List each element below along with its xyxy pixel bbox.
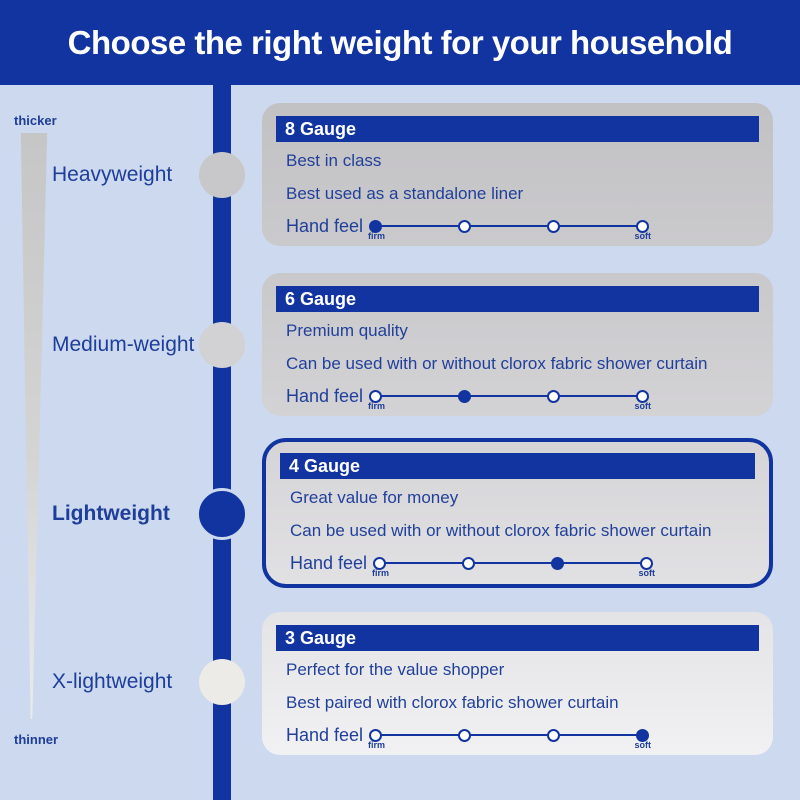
weight-label-medium-weight: Medium-weight: [52, 333, 195, 356]
hand-feel-label: Hand feel: [286, 215, 364, 236]
hand-feel-scale: [372, 551, 655, 578]
scale-firm-label: firm: [368, 231, 386, 241]
hand-feel-row: [286, 214, 758, 241]
gauge-card-3: [262, 612, 773, 755]
thickness-axis-top-label: thicker: [14, 113, 57, 128]
scale-line: [379, 562, 647, 564]
timeline-node-heavyweight: [199, 152, 245, 198]
timeline-node-x-lightweight: [199, 659, 245, 705]
page-title: Choose the right weight for your household: [67, 23, 733, 61]
scale-soft-label: soft: [634, 401, 651, 411]
gauge-card-line: Best used as a standalone liner: [286, 184, 524, 203]
hand-feel-row: [286, 384, 758, 411]
gauge-card-line: Great value for money: [290, 488, 459, 507]
timeline-node-lightweight: [196, 488, 248, 540]
gauge-card-line: Can be used with or without clorox fabric shower curtain: [286, 354, 708, 373]
gauge-card-8: [262, 103, 773, 246]
thickness-axis-bottom-label: thinner: [14, 732, 59, 747]
hand-feel-scale: [368, 723, 651, 750]
gauge-card-line: Best paired with clorox fabric shower curtain: [286, 693, 619, 712]
gauge-card-line: Perfect for the value shopper: [286, 660, 505, 679]
page-header: [0, 0, 800, 85]
gauge-card-line: Premium quality: [286, 321, 408, 340]
scale-line: [375, 395, 643, 397]
handfeel-dot: [547, 390, 560, 403]
scale-soft-label: soft: [634, 231, 651, 241]
weight-label-x-lightweight: X-lightweight: [52, 670, 173, 693]
gauge-card-title: 3 Gauge: [276, 625, 759, 651]
handfeel-dot: [551, 557, 564, 570]
hand-feel-label: Hand feel: [286, 724, 364, 745]
hand-feel-label: Hand feel: [290, 552, 368, 573]
handfeel-dot: [462, 557, 475, 570]
handfeel-dot: [547, 729, 560, 742]
gauge-card-title: 4 Gauge: [280, 453, 755, 479]
weight-label-heavyweight: Heavyweight: [52, 163, 173, 186]
handfeel-dot: [458, 220, 471, 233]
hand-feel-scale: [368, 384, 651, 411]
handfeel-dot: [458, 729, 471, 742]
scale-line: [375, 734, 643, 736]
thickness-taper-icon: [20, 133, 48, 719]
scale-soft-label: soft: [634, 740, 651, 750]
gauge-card-title: 6 Gauge: [276, 286, 759, 312]
weight-label-lightweight: Lightweight: [52, 502, 170, 525]
timeline-node-medium-weight: [199, 322, 245, 368]
handfeel-dot: [547, 220, 560, 233]
gauge-card-6: [262, 273, 773, 416]
scale-firm-label: firm: [368, 401, 386, 411]
hand-feel-row: [286, 723, 758, 750]
gauge-card-line: Best in class: [286, 151, 382, 170]
hand-feel-label: Hand feel: [286, 385, 364, 406]
scale-firm-label: firm: [368, 740, 386, 750]
scale-soft-label: soft: [638, 568, 655, 578]
hand-feel-scale: [368, 214, 651, 241]
gauge-card-title: 8 Gauge: [276, 116, 759, 142]
gauge-card-line: Can be used with or without clorox fabric shower curtain: [290, 521, 712, 540]
scale-line: [375, 225, 643, 227]
handfeel-dot: [458, 390, 471, 403]
hand-feel-row: [290, 551, 754, 578]
gauge-card-4-highlighted: [262, 438, 773, 588]
scale-firm-label: firm: [372, 568, 390, 578]
